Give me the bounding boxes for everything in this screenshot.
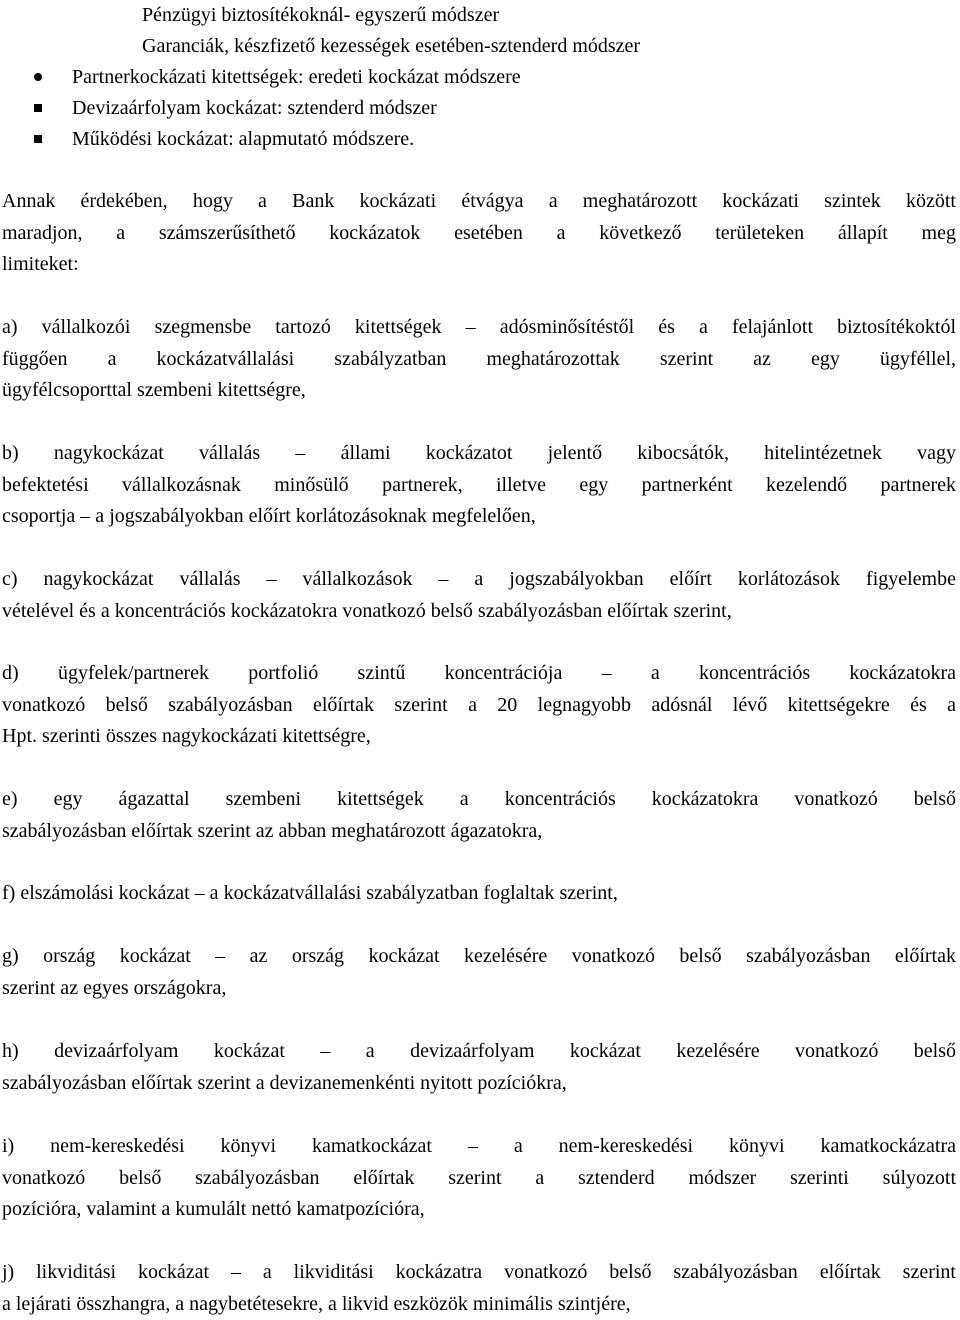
bullet-square-icon	[34, 135, 42, 143]
bullet-dot-icon	[34, 73, 42, 81]
intro-paragraph	[2, 186, 956, 281]
limit-item-i	[2, 1131, 956, 1226]
paragraph-line: a lejárati összhangra, a nagybetétesekre, a likvid eszközök minimális szintjére,	[2, 1292, 631, 1315]
limit-item-c	[2, 564, 956, 627]
paragraph-line: f) elszámolási kockázat – a kockázatvállalási szabályzatban foglaltak szerint,	[2, 882, 618, 904]
paragraph-line: csoportja – a jogszabályokban előírt korlátozásoknak megfelelően,	[2, 505, 536, 527]
paragraph-line: függően a kockázatvállalási szabályzatban meghatározottak szerint az egy ügyféllel,	[2, 347, 956, 370]
paragraph-line: vételével és a koncentrációs kockázatokra vonatkozó belső szabályozásban előírtak szerint,	[2, 599, 732, 622]
paragraph-line: a) vállalkozói szegmensbe tartozó kitettségek – adósminősítéstől és a felajánlott biztosítékoktól	[2, 316, 956, 338]
paragraph-line: vonatkozó belső szabályozásban előírtak szerint a sztenderd módszer szerinti súlyozott	[2, 1166, 956, 1189]
list-item-text: Működési kockázat: alapmutató módszere.	[72, 128, 415, 150]
limit-item-h	[2, 1036, 956, 1099]
list-item-text: Pénzügyi biztosítékoknál- egyszerű módszer	[142, 4, 500, 26]
paragraph-line: ügyfélcsoporttal szembeni kitettségre,	[2, 379, 306, 401]
paragraph-line: befektetési vállalkozásnak minősülő partnerek, illetve egy partnerként kezelendő partnerek	[2, 473, 956, 496]
paragraph-line: i) nem-kereskedési könyvi kamatkockázat – a nem-kereskedési könyvi kamatkockázatra	[2, 1135, 956, 1157]
paragraph-line: b) nagykockázat vállalás – állami kockázatot jelentő kibocsátók, hitelintézetnek vagy	[2, 442, 956, 464]
limit-item-e	[2, 784, 956, 847]
list-item-text: Garanciák, készfizető kezességek esetében-sztenderd módszer	[142, 35, 641, 57]
limit-item-d	[2, 658, 956, 753]
paragraph-line: Annak érdekében, hogy a Bank kockázati étvágya a meghatározott kockázati szintek között	[2, 190, 956, 212]
paragraph-line: pozícióra, valamint a kumulált nettó kamatpozícióra,	[2, 1198, 425, 1220]
limit-item-a	[2, 312, 956, 407]
paragraph-line: szerint az egyes országokra,	[2, 976, 227, 999]
paragraph-line: Hpt. szerinti összes nagykockázati kitettségre,	[2, 725, 371, 747]
limit-item-b	[2, 438, 956, 533]
limit-item-j	[2, 1257, 956, 1320]
paragraph-line: j) likviditási kockázat – a likviditási kockázatra vonatkozó belső szabályozásban előírtak szerint	[2, 1261, 956, 1283]
list-item-text: Devizaárfolyam kockázat: sztenderd módszer	[72, 97, 437, 119]
limit-item-g	[2, 941, 956, 1004]
list-item-text: Partnerkockázati kitettségek: eredeti kockázat módszere	[72, 66, 521, 88]
paragraph-line: szabályozásban előírtak szerint az abban meghatározott ágazatokra,	[2, 819, 543, 842]
paragraph-line: maradjon, a számszerűsíthető kockázatok esetében a következő területeken állapít meg	[2, 221, 956, 244]
paragraph-line: limiteket:	[2, 253, 79, 275]
paragraph-line: d) ügyfelek/partnerek portfolió szintű koncentrációja – a koncentrációs kockázatokra	[2, 662, 956, 684]
paragraph-line: e) egy ágazattal szembeni kitettségek a koncentrációs kockázatokra vonatkozó belső	[2, 788, 956, 810]
paragraph-line: szabályozásban előírtak szerint a devizanemenkénti nyitott pozíciókra,	[2, 1071, 567, 1094]
paragraph-line: c) nagykockázat vállalás – vállalkozások – a jogszabályokban előírt korlátozások figyelembe	[2, 568, 956, 590]
paragraph-line: h) devizaárfolyam kockázat – a devizaárfolyam kockázat kezelésére vonatkozó belső	[2, 1040, 956, 1062]
bullet-square-icon	[34, 104, 42, 112]
paragraph-line: vonatkozó belső szabályozásban előírtak szerint a 20 legnagyobb adósnál lévő kitettségekre és a	[2, 693, 956, 716]
limit-item-f	[2, 878, 956, 910]
paragraph-line: g) ország kockázat – az ország kockázat kezelésére vonatkozó belső szabályozásban előírtak	[2, 945, 956, 967]
